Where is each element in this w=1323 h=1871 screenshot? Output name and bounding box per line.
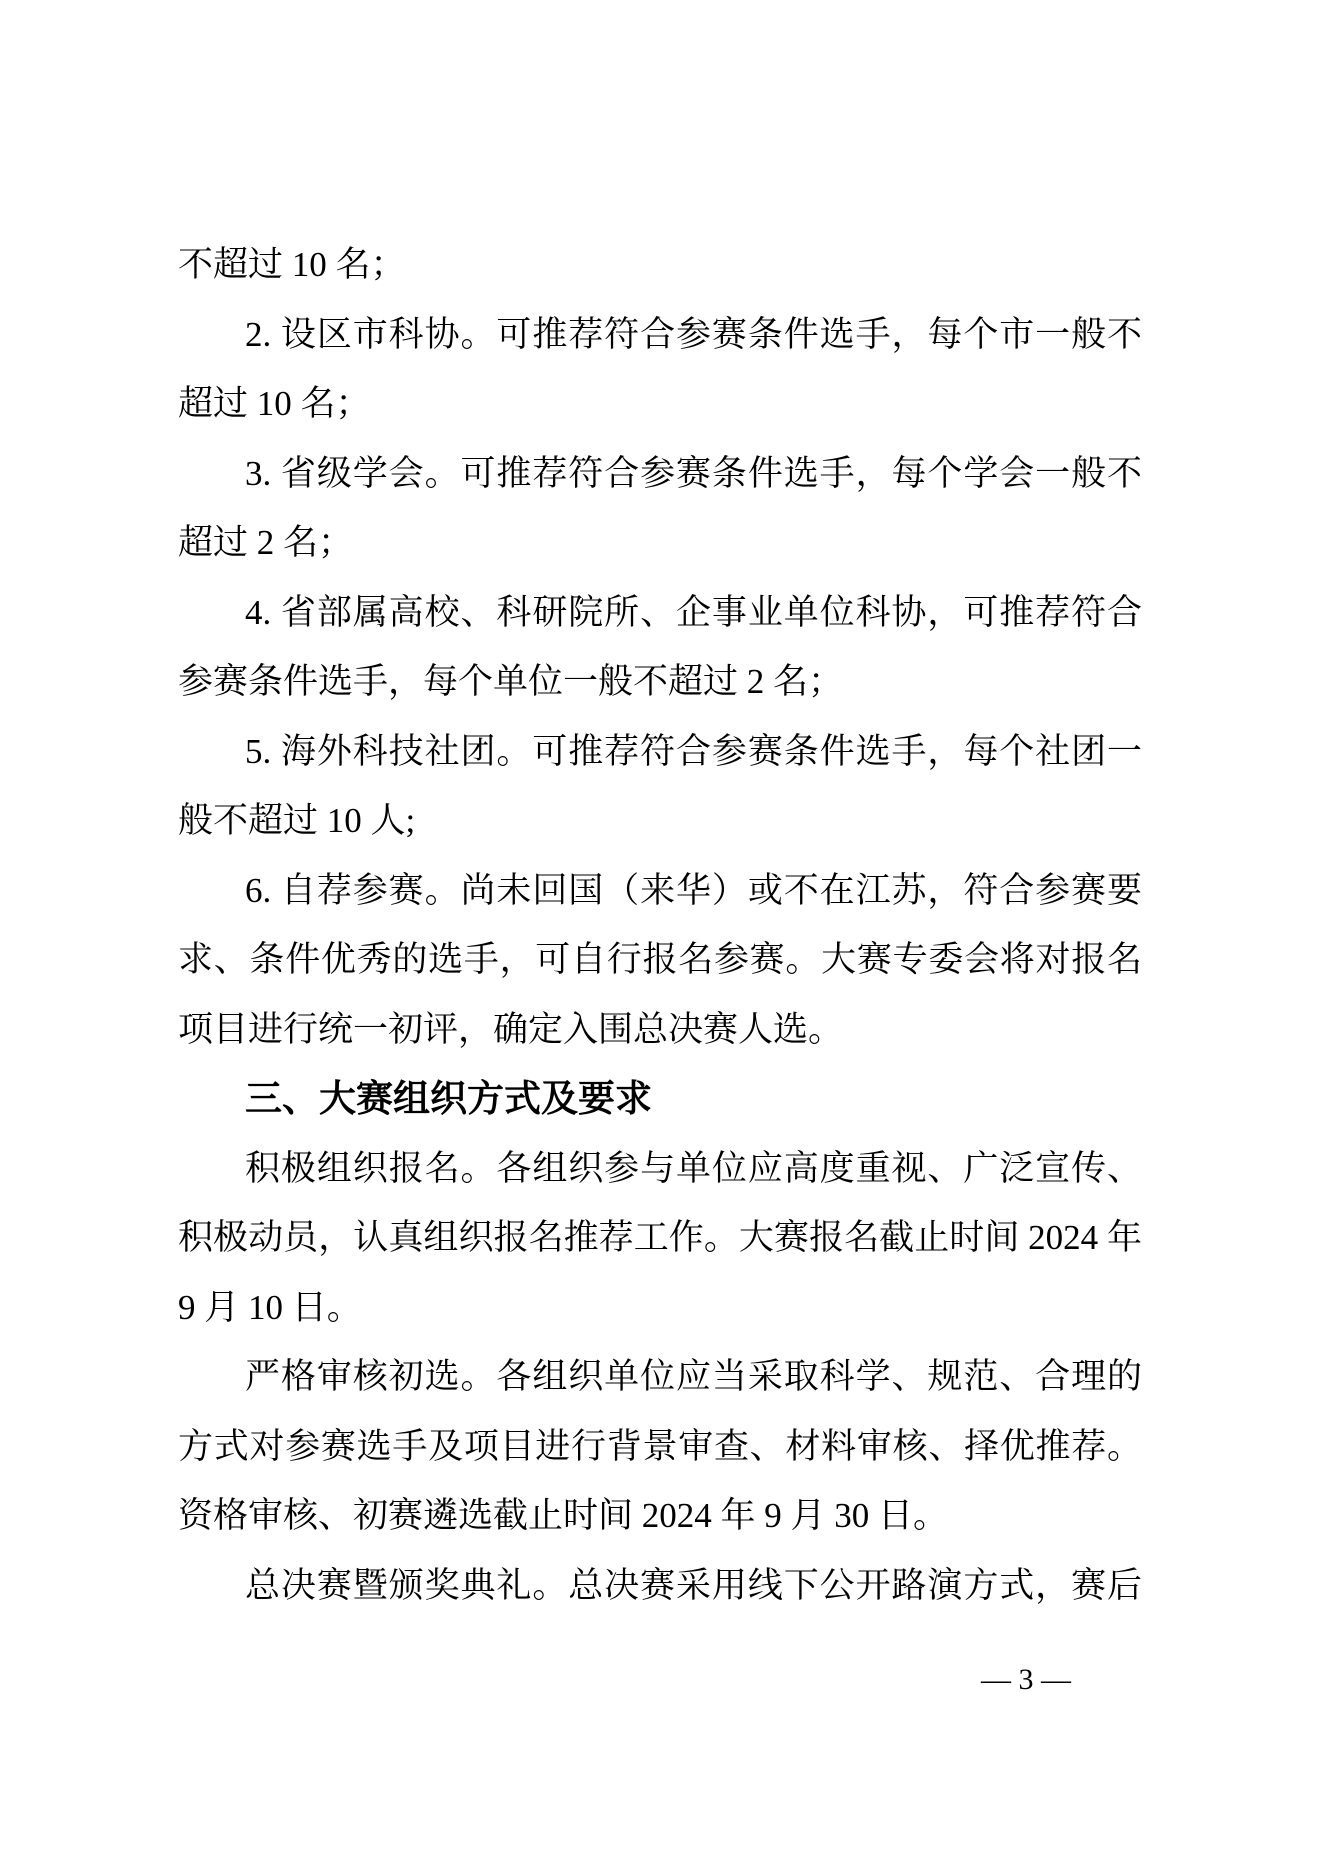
text-line: 6. 自荐参赛。尚未回国（来华）或不在江苏，符合参赛要 (245, 870, 1142, 910)
text-line: 般不超过 10 人; (178, 801, 416, 840)
section-heading: 三、大赛组织方式及要求 (245, 1078, 652, 1119)
text-line: 方式对参赛选手及项目进行背景审查、材料审核、择优推荐。 (178, 1426, 1142, 1466)
document-body (178, 230, 1142, 1620)
text-line: 求、条件优秀的选手，可自行报名参赛。大赛专委会将对报名 (178, 940, 1142, 979)
text-line: 严格审核初选。各组织单位应当采取科学、规范、合理的 (245, 1357, 1142, 1396)
text-line: 超过 2 名； (178, 523, 354, 562)
text-line: 积极动员，认真组织报名推荐工作。大赛报名截止时间 2024 年 (178, 1218, 1142, 1257)
text-line: 参赛条件选手，每个单位一般不超过 2 名； (178, 662, 844, 701)
text-line: 2. 设区市科协。可推荐符合参赛条件选手，每个市一般不 (245, 314, 1142, 354)
text-line: 总决赛暨颁奖典礼。总决赛采用线下公开路演方式，赛后 (245, 1565, 1142, 1605)
text-line: 3. 省级学会。可推荐符合参赛条件选手，每个学会一般不 (245, 453, 1142, 493)
text-line: 超过 10 名； (178, 384, 371, 423)
text-line: 资格审核、初赛遴选截止时间 2024 年 9 月 30 日。 (178, 1496, 949, 1535)
text-line: 项目进行统一初评，确定入围总决赛人选。 (178, 1009, 844, 1049)
text-line: 4. 省部属高校、科研院所、企事业单位科协，可推荐符合 (245, 592, 1142, 632)
text-line: 不超过 10 名； (178, 245, 406, 284)
text-line: 积极组织报名。各组织参与单位应高度重视、广泛宣传、 (245, 1148, 1142, 1188)
text-line: 5. 海外科技社团。可推荐符合参赛条件选手，每个社团一 (245, 731, 1142, 771)
text-line: 9 月 10 日。 (178, 1287, 362, 1327)
page-number: — 3 — (981, 1663, 1071, 1696)
